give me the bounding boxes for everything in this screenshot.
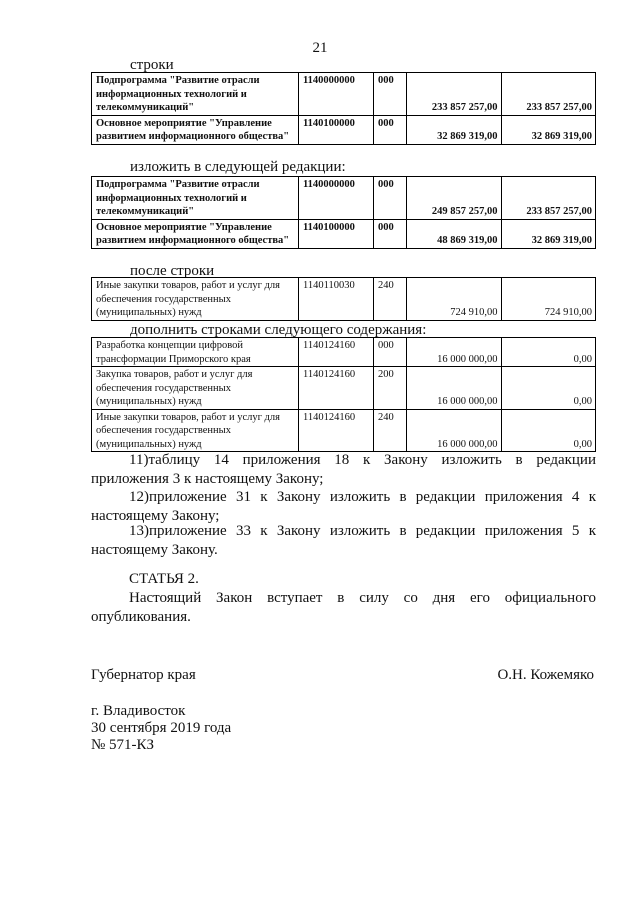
row-sum2-cell: 233 857 257,00 [501, 177, 596, 220]
row-sum1-cell: 249 857 257,00 [407, 177, 502, 220]
row-name-cell: Подпрограмма "Развитие отрасли информационных технологий и телекоммуникаций" [92, 73, 299, 116]
item-11-text: 11)таблицу 14 приложения 18 к Закону изложить в редакции приложения 3 к настоящему Закону; [91, 452, 596, 487]
row-sum1-cell: 32 869 319,00 [407, 115, 502, 144]
table-row [92, 367, 596, 410]
row-code-cell: 1140000000 [299, 73, 374, 116]
table-new [91, 176, 596, 249]
item-13 [91, 522, 596, 560]
row-sum2-cell: 233 857 257,00 [501, 73, 596, 116]
item-13-text: 13)приложение 33 к Закону изложить в редакции приложения 5 к настоящему Закону. [91, 523, 596, 558]
row-type-cell: 000 [374, 73, 407, 116]
row-type-cell: 240 [374, 409, 407, 452]
article-text-body: Настоящий Закон вступает в силу со дня его официального опубликования. [91, 590, 596, 625]
row-name-cell: Иные закупки товаров, работ и услуг для обеспечения государственных (муниципальных) нужд [92, 409, 299, 452]
row-sum2-cell: 0,00 [501, 338, 596, 367]
row-sum2-cell: 0,00 [501, 367, 596, 410]
table-old [91, 72, 596, 145]
caption-rows: строки [130, 57, 174, 73]
row-sum2-cell: 724 910,00 [501, 278, 596, 321]
table-row [92, 177, 596, 220]
row-name-cell: Основное мероприятие "Управление развитием информационного общества" [92, 219, 299, 248]
row-code-cell: 1140100000 [299, 115, 374, 144]
row-sum1-cell: 16 000 000,00 [407, 367, 502, 410]
row-code-cell: 1140124160 [299, 409, 374, 452]
row-sum1-cell: 724 910,00 [407, 278, 502, 321]
footer-date: 30 сентября 2019 года [91, 720, 232, 736]
footer-number: № 571-КЗ [91, 737, 155, 753]
row-type-cell: 240 [374, 278, 407, 321]
row-sum1-cell: 16 000 000,00 [407, 409, 502, 452]
signature-name: О.Н. Кожемяко [497, 667, 594, 683]
row-code-cell: 1140124160 [299, 338, 374, 367]
row-sum2-cell: 0,00 [501, 409, 596, 452]
caption-after-row: после строки [130, 263, 215, 279]
row-type-cell: 200 [374, 367, 407, 410]
table-add [91, 337, 596, 452]
table-row [92, 409, 596, 452]
row-name-cell: Иные закупки товаров, работ и услуг для обеспечения государственных (муниципальных) нужд [92, 278, 299, 321]
row-sum1-cell: 48 869 319,00 [407, 219, 502, 248]
row-sum2-cell: 32 869 319,00 [501, 115, 596, 144]
table-row [92, 278, 596, 321]
table-row [92, 338, 596, 367]
row-code-cell: 1140124160 [299, 367, 374, 410]
table-after [91, 277, 596, 321]
page-number: 21 [312, 40, 328, 56]
item-12 [91, 488, 596, 526]
caption-replace: изложить в следующей редакции: [130, 159, 346, 175]
row-type-cell: 000 [374, 177, 407, 220]
footer-city: г. Владивосток [91, 703, 186, 719]
row-name-cell: Подпрограмма "Развитие отрасли информационных технологий и телекоммуникаций" [92, 177, 299, 220]
row-sum1-cell: 233 857 257,00 [407, 73, 502, 116]
row-type-cell: 000 [374, 115, 407, 144]
row-code-cell: 1140000000 [299, 177, 374, 220]
caption-add-rows: дополнить строками следующего содержания: [130, 322, 427, 338]
article-heading: СТАТЬЯ 2. [129, 571, 199, 587]
row-sum1-cell: 16 000 000,00 [407, 338, 502, 367]
item-12-text: 12)приложение 31 к Закону изложить в редакции приложения 4 к настоящему Закону; [91, 489, 596, 524]
article-text [91, 589, 596, 627]
row-name-cell: Закупка товаров, работ и услуг для обеспечения государственных (муниципальных) нужд [92, 367, 299, 410]
row-code-cell: 1140110030 [299, 278, 374, 321]
item-11 [91, 451, 596, 489]
row-type-cell: 000 [374, 338, 407, 367]
table-row [92, 73, 596, 116]
table-row [92, 115, 596, 144]
row-type-cell: 000 [374, 219, 407, 248]
signature-title: Губернатор края [91, 667, 196, 683]
row-name-cell: Основное мероприятие "Управление развитием информационного общества" [92, 115, 299, 144]
row-code-cell: 1140100000 [299, 219, 374, 248]
row-sum2-cell: 32 869 319,00 [501, 219, 596, 248]
row-name-cell: Разработка концепции цифровой трансформации Приморского края [92, 338, 299, 367]
table-row [92, 219, 596, 248]
